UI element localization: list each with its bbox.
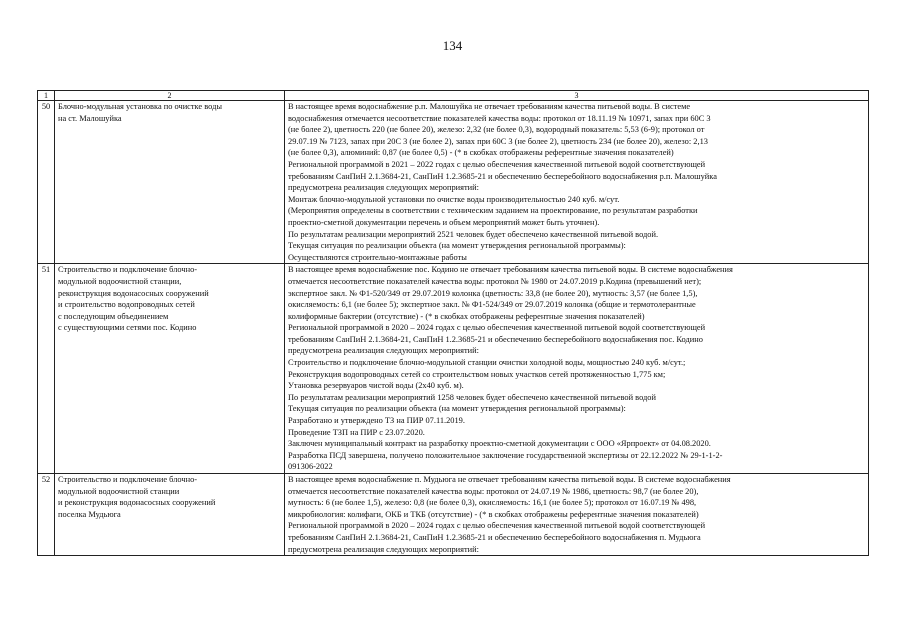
project-description-line: 091306-2022 (288, 462, 333, 472)
project-name-cell (55, 474, 285, 556)
column-header-1: 1 (38, 91, 55, 101)
project-description-line: предусмотрена реализация следующих мероприятий: (288, 544, 479, 554)
project-description-line: В настоящее время водоснабжение п. Мудьюга не отвечает требованиям качества питьевой воды. В системе водоснабжения (288, 475, 731, 484)
project-name-line: Строительство и подключение блочно- (58, 265, 198, 275)
project-description-line: проектно-сметной документации перечень и объем мероприятий может быть уточнен). (288, 217, 600, 227)
project-description-line: Монтаж блочно-модульной установки по очистке воды производительностью 240 куб. м/сут. (288, 194, 620, 204)
project-name-cell (55, 264, 285, 474)
project-description-line: Проведение ТЗП на ПИР с 23.07.2020. (288, 427, 425, 437)
project-description-line: Разработано и утверждено ТЗ на ПИР 07.11.2019. (288, 416, 465, 426)
project-name-line: Строительство и подключение блочно- (58, 475, 198, 484)
table-row (38, 474, 869, 556)
project-name-line: реконструкция водонасосных сооружений (58, 288, 209, 298)
project-description-line: По результатам реализации мероприятий 1258 человек будет обеспечено качественной питьевой водой (288, 392, 656, 402)
project-description-line: По результатам реализации мероприятий 2521 человек будет обеспечено качественной питьевой водой. (288, 229, 659, 239)
project-description-line: Утановка резервуаров чистой воды (2х40 куб. м). (288, 381, 464, 391)
project-description-line: предусмотрена реализация следующих мероприятий: (288, 346, 479, 356)
project-description-line: Текущая ситуация по реализации объекта (на момент утверждения региональной программы): (288, 404, 626, 414)
project-description-line: Региональной программой в 2020 – 2024 годах с целью обеспечения качественной питьевой водой соответствующей (288, 323, 706, 333)
table-row (38, 101, 869, 264)
project-description-line: Текущая ситуация по реализации объекта (на момент утверждения региональной программы): (288, 241, 626, 251)
row-number: 51 (38, 264, 55, 474)
project-name-line: модульной водоочистной станции (58, 486, 180, 496)
project-description-line: требованиям СанПиН 2.1.3684-21, СанПиН 1.2.3685-21 и обеспечению бесперебойного водоснабжения п. Мудьюга (288, 532, 701, 542)
project-description-line: колиформные бактерии (отсутствие) - (* в скобках отображены референтные значения показателей) (288, 311, 645, 321)
project-description-line: мутность: 6 (не более 1,5), железо: 0,8 (не более 0,3), окисляемость: 16,1 (не более 5); протокол от 16.07.19 № 498, (288, 498, 697, 508)
project-description-line: (Мероприятия определены в соответствии с техническим заданием на проектирование, по результатам разработки (288, 206, 698, 216)
project-name-line: поселка Мудьюга (58, 509, 121, 519)
project-name-line: и строительство водопроводных сетей (58, 300, 195, 310)
table-row (38, 264, 869, 474)
project-description-cell (285, 101, 869, 264)
project-description-line: отмечается несоответствие показателей качества воды: протокол от 24.07.19 № 1986, цветность: 98,7 (не более 20), (288, 486, 699, 496)
project-name-line: модульной водоочистной станции, (58, 276, 182, 286)
project-description-line: (не более 0,3), алюминий: 0,87 (не более 0,5) - (* в скобках отображены референтные значения показателей) (288, 148, 674, 158)
project-description-line: предусмотрена реализация следующих мероприятий: (288, 183, 479, 193)
project-description-line: Разработка ПСД завершена, получено положительное заключение государственной экспертизы от 22.12.2022 № 29-1-1-2- (288, 450, 723, 460)
table-header-row (38, 91, 869, 101)
page-number: 134 (442, 38, 463, 53)
project-description-line: Строительство и подключение блочно-модульной станции очистки холодной воды, мощностью 240 куб. м/сут.; (288, 358, 686, 368)
project-description-line: окисляемость: 6,1 (не более 5); экспертное закл. № Ф1-524/349 от 29.07.2019 колонка (общие и термотолерантные (288, 300, 696, 310)
project-description-line: водоснабжения отмечается несоответствие показателей качества воды: протокол от 18.11.19 № 10971, запах при 60С 3 (288, 113, 711, 123)
program-table (37, 90, 869, 556)
project-description-line: требованиям СанПиН 2.1.3684-21, СанПиН 1.2.3685-21 и обеспечению бесперебойного водоснабжения пос. Кодино (288, 334, 703, 344)
project-description-line: требованиям СанПиН 2.1.3684-21, СанПиН 1.2.3685-21 и обеспечению бесперебойного водоснабжения р.п. Малошуйка (288, 171, 717, 181)
project-description-line: (не более 2), цветность 220 (не более 20), железо: 2,32 (не более 0,3), водородный показатель: 5,53 (6-9); протокол от (288, 125, 705, 135)
project-description-line: В настоящее время водоснабжение пос. Кодино не отвечает требованиям качества питьевой воды. В системе водоснабжения (288, 265, 733, 275)
project-name-line: с последующим объединением (58, 311, 169, 321)
project-name-line: с существующими сетями пос. Кодино (58, 323, 197, 333)
project-description-line: Региональной программой в 2021 – 2022 годах с целью обеспечения качественной питьевой водой соответствующей (288, 159, 706, 169)
project-description-line: экспертное закл. № Ф1-520/349 от 29.07.2019 колонка (цветность: 33,8 (не более 20), мутность: 3,57 (не более 1,5), (288, 288, 698, 298)
project-description-line: В настоящее время водоснабжение р.п. Малошуйка не отвечает требованиям качества питьевой воды. В системе (288, 102, 691, 111)
project-description-cell (285, 264, 869, 474)
project-name-line: на ст. Малошуйка (58, 113, 122, 123)
project-description-line: Осуществляются строительно-монтажные работы (288, 252, 467, 262)
project-description-line: Реконструкция водопроводных сетей со строительством новых участков сетей протяженностью 1,775 км; (288, 369, 666, 379)
project-description-cell (285, 474, 869, 556)
project-name-line: и реконструкция водонасосных сооружений (58, 498, 216, 508)
project-name-line: Блочно-модульная установка по очистке воды (58, 102, 222, 111)
project-description-line: Заключен муниципальный контракт на разработку проектно-сметной документации с ООО «Ярпроект» от 04.08.2020. (288, 439, 711, 449)
column-header-3: 3 (285, 91, 869, 101)
row-number: 50 (38, 101, 55, 264)
project-description-line: микробиология: колифаги, ОКБ и ТКБ (отсутствие) - (* в скобках отображены референтные значения показателей) (288, 509, 699, 519)
row-number: 52 (38, 474, 55, 556)
project-name-cell (55, 101, 285, 264)
column-header-2: 2 (55, 91, 285, 101)
project-description-line: 29.07.19 № 7123, запах при 20С 3 (не более 2), запах при 60С 3 (не более 2), цветность 234 (не более 20), железо: 2,13 (288, 136, 708, 146)
project-description-line: отмечается несоответствие показателей качества воды: протокол № 1980 от 24.07.2019 р.Кодина (превышений нет); (288, 276, 702, 286)
project-description-line: Региональной программой в 2020 – 2024 годах с целью обеспечения качественной питьевой водой соответствующей (288, 521, 706, 531)
